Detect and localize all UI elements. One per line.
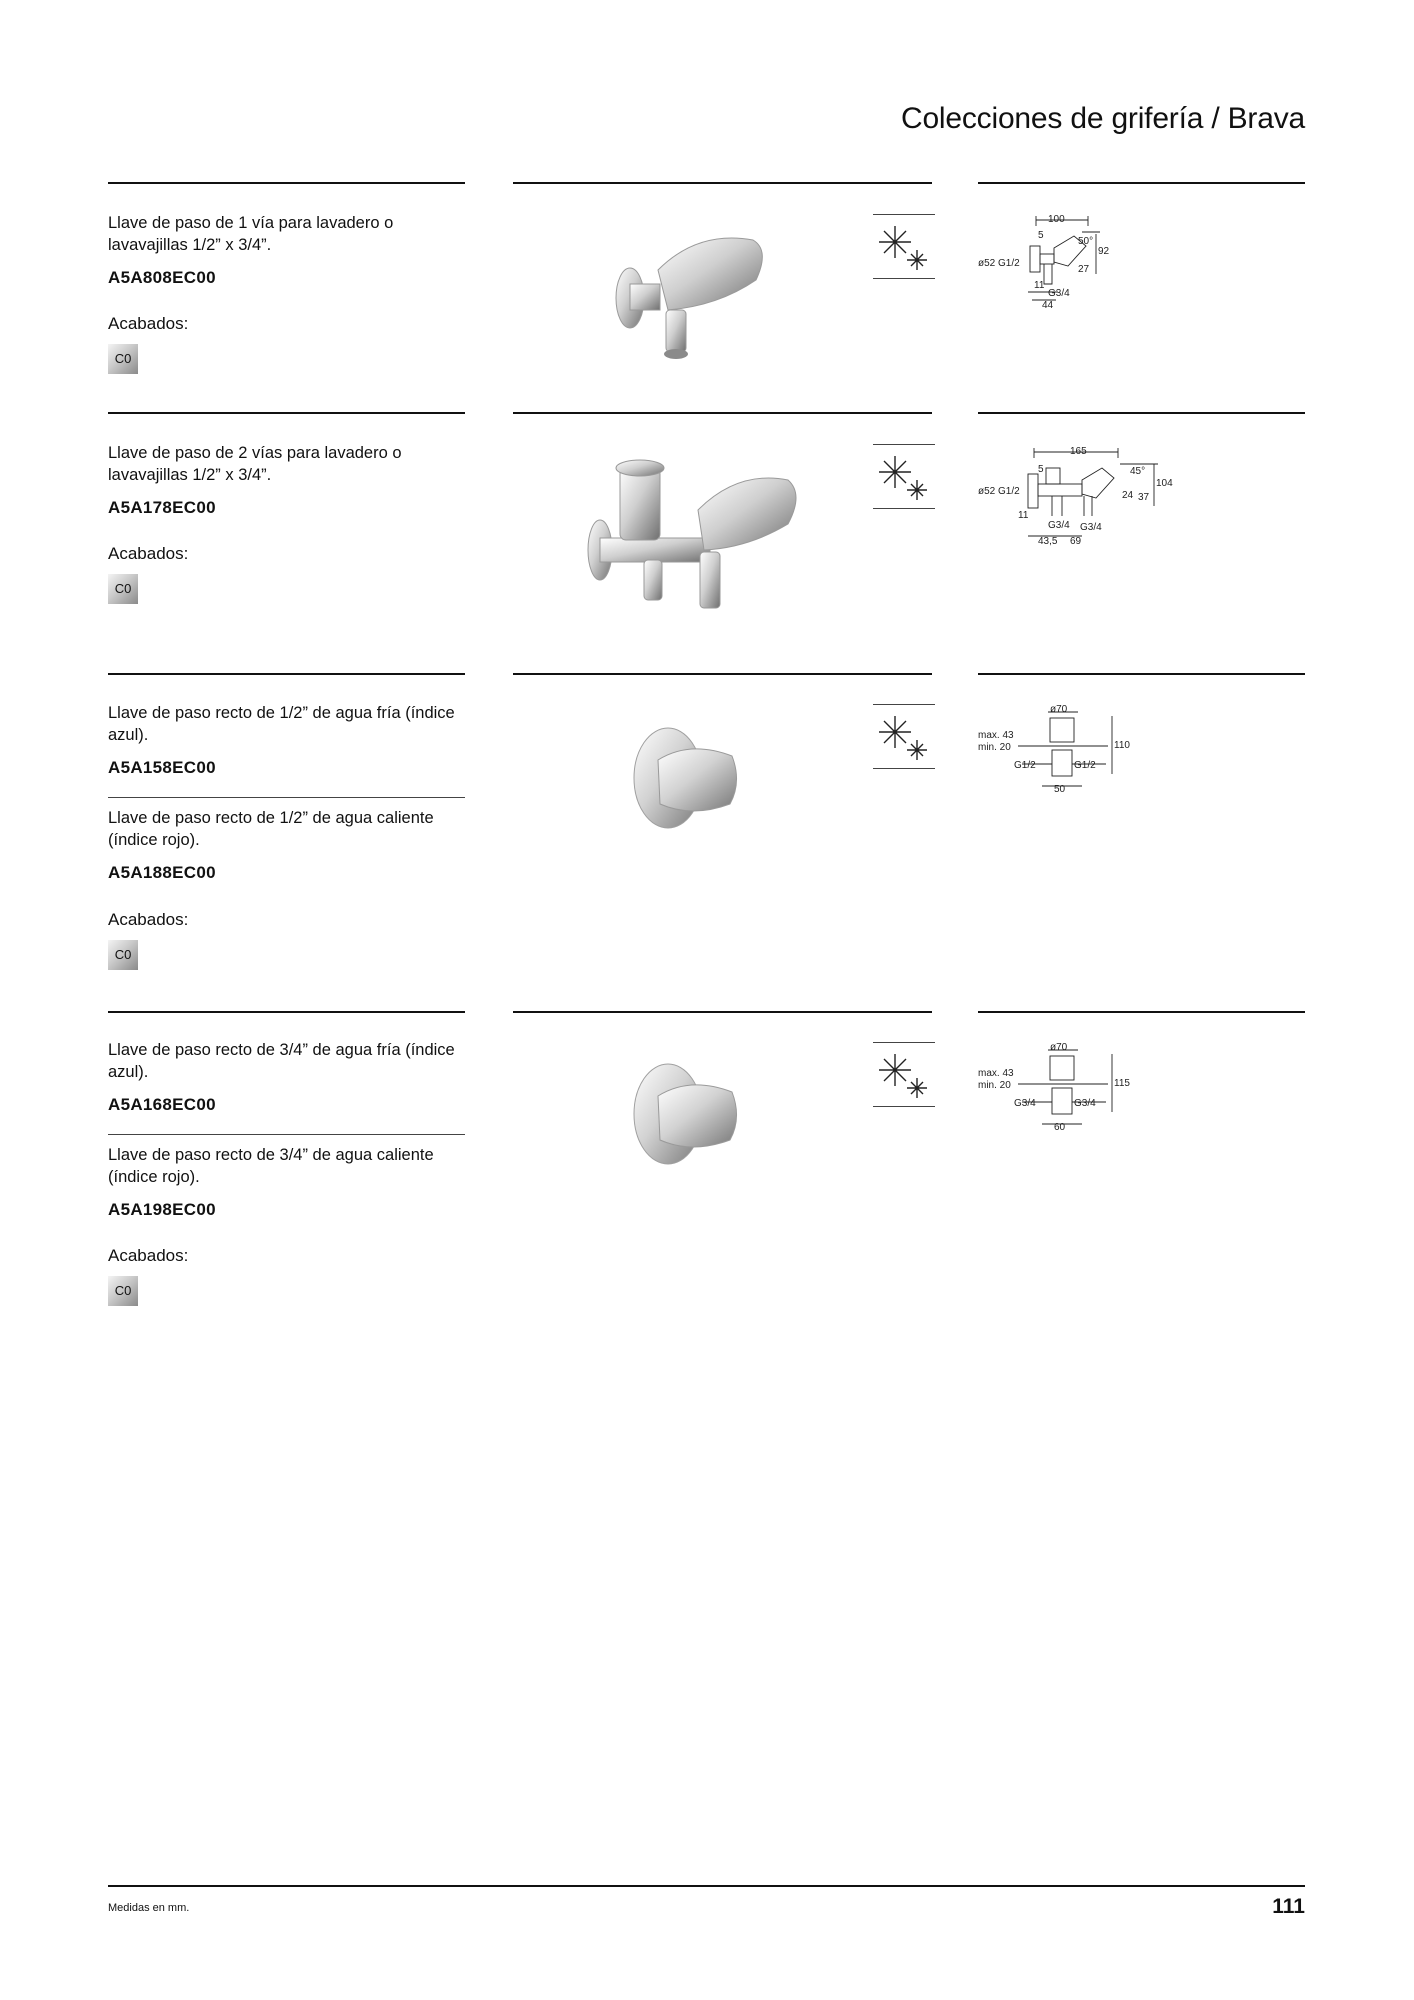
dim-label: 5	[1038, 464, 1044, 475]
finish-swatch-chrome[interactable]: C0	[108, 1276, 138, 1306]
product-code: A5A158EC00	[108, 758, 216, 777]
sparkle-icon	[873, 214, 935, 276]
dim-label: 50°	[1078, 236, 1094, 247]
page-number: 111	[1272, 1895, 1305, 1918]
dim-label: ø70	[1050, 1042, 1068, 1053]
dim-label: 11	[1034, 280, 1045, 291]
feature-icon	[873, 444, 935, 506]
dim-label: G3/4	[1074, 1098, 1096, 1109]
product-photo	[508, 700, 848, 840]
dim-label: 24	[1122, 490, 1134, 501]
dim-label: G3/4	[1014, 1098, 1036, 1109]
technical-drawing	[978, 444, 1178, 564]
footer-divider	[108, 1885, 1305, 1887]
dim-label: max. 43	[978, 1068, 1014, 1079]
item-divider	[108, 797, 465, 798]
product-description: Llave de paso recto de 3/4” de agua fría (índice azul).	[108, 1041, 455, 1081]
dim-label: 69	[1070, 536, 1082, 547]
product-description: Llave de paso de 1 vía para lavadero o lavavajillas 1/2” x 3/4”.	[108, 214, 394, 254]
section-divider	[978, 1011, 1305, 1013]
product-photo	[508, 440, 848, 640]
dim-label: min. 20	[978, 742, 1011, 753]
feature-icon	[873, 214, 935, 276]
dim-label: 27	[1078, 264, 1090, 275]
section-divider	[513, 182, 932, 184]
finish-swatch-chrome[interactable]: C0	[108, 574, 138, 604]
finish-swatch-chrome[interactable]: C0	[108, 344, 138, 374]
section-divider	[108, 182, 465, 184]
dim-label: 5	[1038, 230, 1044, 241]
dim-label: ø52 G1/2	[978, 486, 1020, 497]
dim-label: 43,5	[1038, 536, 1058, 547]
section-divider	[108, 673, 465, 675]
dim-label: max. 43	[978, 730, 1014, 741]
product-code: A5A808EC00	[108, 268, 216, 287]
sparkle-icon	[873, 704, 935, 766]
dim-label: G1/2	[1014, 760, 1036, 771]
product-description: Llave de paso recto de 1/2” de agua caliente (índice rojo).	[108, 809, 434, 849]
dim-overall: 100	[1048, 214, 1065, 225]
technical-drawing	[978, 1042, 1138, 1134]
product-description: Llave de paso de 2 vías para lavadero o lavavajillas 1/2” x 3/4”.	[108, 444, 402, 484]
technical-drawing	[978, 704, 1138, 796]
feature-icon	[873, 1042, 935, 1104]
dim-label: 50	[1054, 784, 1066, 795]
finishes-label: Acabados:	[108, 1246, 189, 1265]
dim-label: 44	[1042, 300, 1054, 311]
product-description: Llave de paso recto de 1/2” de agua fría (índice azul).	[108, 704, 455, 744]
dim-label: 11	[1018, 510, 1029, 521]
finishes-label: Acabados:	[108, 910, 189, 929]
page-title: Colecciones de grifería / Brava	[900, 102, 1305, 135]
product-code: A5A188EC00	[108, 863, 216, 882]
section-divider	[978, 673, 1305, 675]
product-code: A5A198EC00	[108, 1200, 216, 1219]
section-divider	[978, 182, 1305, 184]
section-divider	[978, 412, 1305, 414]
section-divider	[513, 673, 932, 675]
dim-label: G3/4	[1048, 520, 1070, 531]
item-divider	[108, 1134, 465, 1135]
dim-label: G3/4	[1080, 522, 1102, 533]
product-photo	[508, 210, 848, 378]
dim-label: 37	[1138, 492, 1150, 503]
sparkle-icon	[873, 444, 935, 506]
dim-label: G1/2	[1074, 760, 1096, 771]
dim-label: 45°	[1130, 466, 1146, 477]
section-divider	[513, 412, 932, 414]
feature-icon	[873, 704, 935, 766]
dim-label: 115	[1114, 1078, 1130, 1089]
section-divider	[513, 1011, 932, 1013]
section-divider	[108, 412, 465, 414]
finishes-label: Acabados:	[108, 544, 189, 563]
finishes-label: Acabados:	[108, 314, 189, 333]
product-description: Llave de paso recto de 3/4” de agua caliente (índice rojo).	[108, 1146, 434, 1186]
dim-label: ø52 G1/2	[978, 258, 1020, 269]
dim-label: 104	[1156, 478, 1173, 489]
dim-label: 92	[1098, 246, 1110, 257]
section-divider	[108, 1011, 465, 1013]
dim-label: min. 20	[978, 1080, 1011, 1091]
dim-overall: 165	[1070, 446, 1087, 457]
sparkle-icon	[873, 1042, 935, 1104]
finish-swatch-chrome[interactable]: C0	[108, 940, 138, 970]
dim-label: G3/4	[1048, 288, 1070, 299]
product-code: A5A178EC00	[108, 498, 216, 517]
dim-label: 110	[1114, 740, 1130, 751]
product-photo	[508, 1036, 848, 1176]
dim-label: ø70	[1050, 704, 1068, 715]
dim-label: 60	[1054, 1122, 1066, 1133]
product-code: A5A168EC00	[108, 1095, 216, 1114]
technical-drawing	[978, 212, 1138, 322]
footer-note: Medidas en mm.	[108, 1902, 190, 1914]
